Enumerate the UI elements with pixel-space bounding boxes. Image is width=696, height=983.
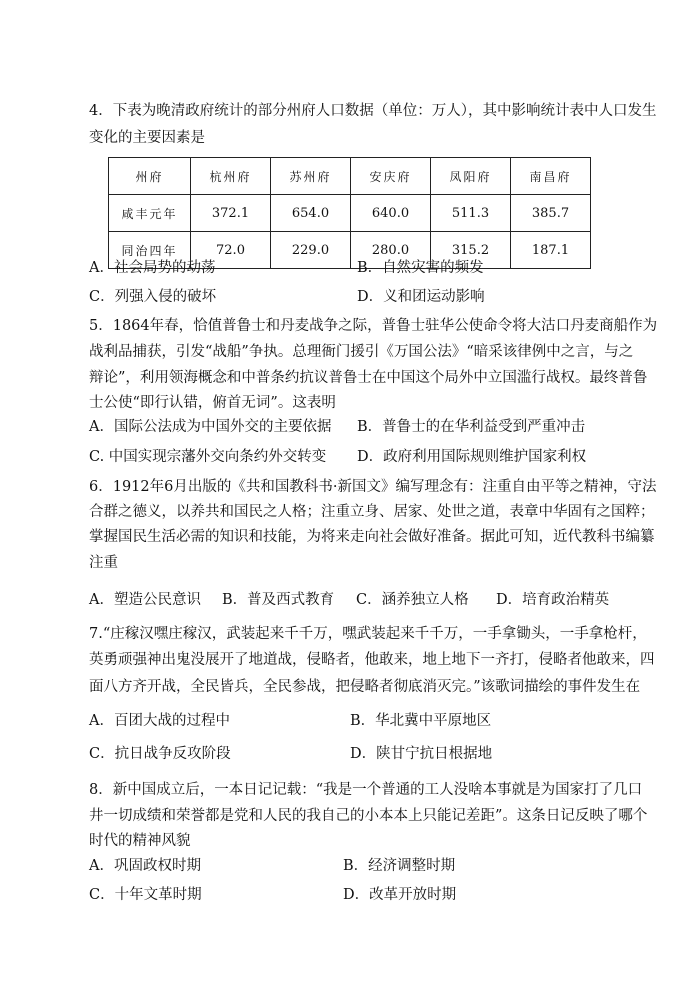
q5-option-d: D．政府利用国际规则维护国家利权 — [357, 449, 587, 465]
q6-option-c: C．涵养独立人格 — [356, 592, 469, 608]
table-cell: 咸丰元年 — [109, 195, 191, 232]
table-cell: 280.0 — [351, 232, 431, 269]
q4-option-a: A．社会局势的动荡 — [89, 260, 216, 276]
q4-stem-line2: 变化的主要因素是 — [89, 130, 205, 146]
q4-option-d: D．义和团运动影响 — [357, 289, 485, 305]
q8-option-c: C．十年文革时期 — [89, 887, 202, 903]
q7-option-b: B．华北冀中平原地区 — [350, 713, 492, 729]
table-cell: 同治四年 — [109, 232, 191, 269]
q5-option-c: C. 中国实现宗藩外交向条约外交转变 — [89, 449, 327, 465]
table-cell: 385.7 — [511, 195, 591, 232]
q5-stem-line2: 战利品捕获，引发“战船”争执。总理衙门援引《万国公法》“暗采该律例中之言，与之 — [89, 344, 634, 360]
q6-stem-line1: 6．1912年6月出版的《共和国教科书·新国文》编写理念有：注重自由平等之精神，守法 — [89, 479, 657, 495]
q6-stem-line3: 掌握国民生活必需的知识和技能，为将来走向社会做好准备。据此可知，近代教科书编纂 — [89, 529, 655, 545]
q6-stem-line2: 合群之德义，以养共和国民之人格；注重立身、居家、处世之道，表章中华固有之国粹； — [89, 504, 655, 520]
q6-option-b: B．普及西式教育 — [222, 592, 335, 608]
table-cell: 315.2 — [431, 232, 511, 269]
q8-option-b: B．经济调整时期 — [343, 858, 456, 874]
q5-stem-line3: 辩论”，利用领海概念和中普条约抗议普鲁士在中国这个局外中立国滥行战权。最终普鲁 — [89, 370, 648, 386]
q7-option-d: D．陕甘宁抗日根据地 — [350, 746, 493, 762]
q8-option-d: D．改革开放时期 — [343, 887, 457, 903]
table-cell: 187.1 — [511, 232, 591, 269]
q5-stem-line4: 士公使“即行认错，俯首无词”。这表明 — [89, 395, 336, 411]
q5-stem-line1: 5．1864年春，恰值普鲁士和丹麦战争之际，普鲁士驻华公使命令将大沽口丹麦商船作为 — [89, 318, 658, 334]
table-header-cell: 凤阳府 — [431, 158, 511, 195]
table-cell: 511.3 — [431, 195, 511, 232]
table-header-row — [109, 158, 591, 195]
q8-stem-line2: 井一切成绩和荣誉都是党和人民的我自己的小本本上只能记差距”。这条日记反映了哪个 — [89, 808, 648, 824]
q6-stem-line4: 注重 — [89, 555, 118, 571]
q7-stem-line1: 7.“庄稼汉嘿庄稼汉，武装起来千千万，嘿武装起来千千万，一手拿锄头，一手拿枪杆， — [89, 626, 647, 642]
population-table — [108, 157, 591, 269]
q7-stem-line2: 英勇顽强神出鬼没展开了地道战，侵略者，他敢来，地上地下一齐打，侵略者他敢来，四 — [89, 652, 655, 668]
q7-stem-line3: 面八方齐开战，全民皆兵，全民参战，把侵略者彻底消灭完。”该歌词描绘的事件发生在 — [89, 679, 641, 695]
q8-stem-line3: 时代的精神风貌 — [89, 833, 191, 849]
table-cell: 654.0 — [271, 195, 351, 232]
table-cell: 372.1 — [191, 195, 271, 232]
q4-stem-line1: 4．下表为晚清政府统计的部分州府人口数据（单位：万人），其中影响统计表中人口发生 — [89, 103, 657, 119]
table-header-cell: 州府 — [109, 158, 191, 195]
q8-stem-line1: 8．新中国成立后，一本日记记载：“我是一个普通的工人没啥本事就是为国家打了几口 — [89, 782, 643, 798]
table-header-cell: 安庆府 — [351, 158, 431, 195]
q4-option-c: C．列强入侵的破坏 — [89, 289, 217, 305]
q4-option-b: B．自然灾害的频发 — [357, 260, 484, 276]
q6-option-a: A．塑造公民意识 — [89, 592, 201, 608]
table-cell: 640.0 — [351, 195, 431, 232]
table-cell: 72.0 — [191, 232, 271, 269]
q7-option-a: A．百团大战的过程中 — [89, 713, 230, 729]
table-row — [109, 195, 591, 232]
q6-option-d: D．培育政治精英 — [496, 592, 610, 608]
table-header-cell: 南昌府 — [511, 158, 591, 195]
table-header-cell: 苏州府 — [271, 158, 351, 195]
q5-option-b: B．普鲁士的在华利益受到严重冲击 — [357, 419, 586, 435]
table-header-cell: 杭州府 — [191, 158, 271, 195]
table-cell: 229.0 — [271, 232, 351, 269]
q5-option-a: A．国际公法成为中国外交的主要依据 — [89, 419, 332, 435]
q8-option-a: A．巩固政权时期 — [89, 858, 201, 874]
q7-option-c: C．抗日战争反攻阶段 — [89, 746, 231, 762]
